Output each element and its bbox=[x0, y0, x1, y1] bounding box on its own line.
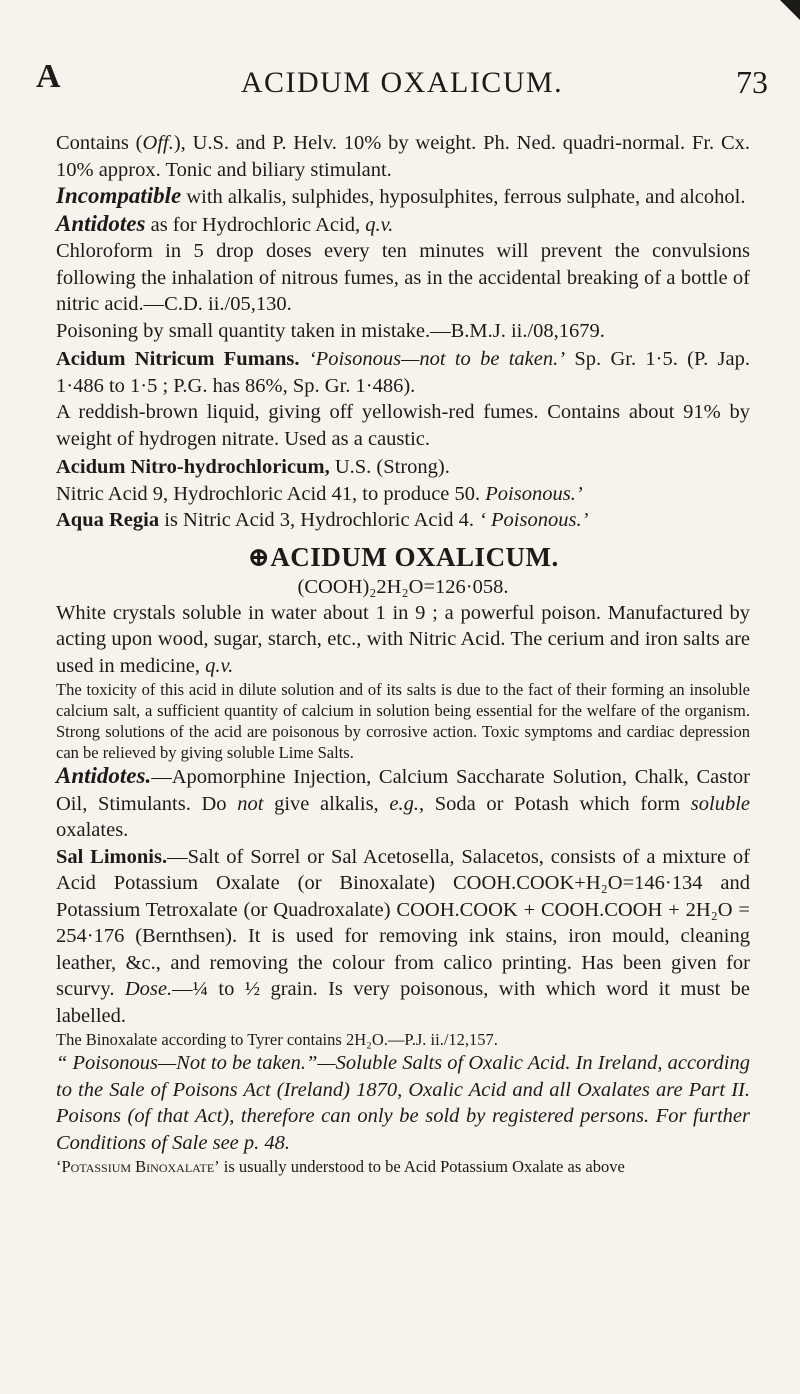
entry-name: Acidum Nitro-hydrochloricum, bbox=[56, 456, 330, 478]
toxicity-note: The toxicity of this acid in dilute solution and of its salts is due to the fact of their forming an insoluble calcium salt, a sufficient quantity of calcium in solution being essential for the welfare of the organism. Strong solutions of the acid are poisonous by corrosive action. Toxic symptoms and cardiac depression can be relieved by giving soluble Lime Salts. bbox=[56, 680, 750, 762]
text-run: Contains ( bbox=[56, 132, 143, 154]
sal-limonis-entry bbox=[56, 844, 750, 1030]
chloroform-paragraph: Chloroform in 5 drop doses every ten minutes will prevent the convulsions following the inhalation of nitrous fumes, as in the accidental breaking of a bottle of nitric acid.—C.D. ii./05,130. bbox=[56, 240, 750, 315]
warning-text: ‘ Poisonous.’ bbox=[479, 509, 589, 531]
text-run: as for Hydrochloric Acid, bbox=[145, 213, 366, 236]
text-run: White crystals soluble in water about 1 in 9 ; a powerful poison. Manufactured by acting upon wood, sugar, starch, etc., with Nitric Acid. The cerium and iron salts are used in medicine, bbox=[56, 601, 750, 677]
text-run: ‘Potassium Binoxalate’ bbox=[56, 1157, 220, 1176]
text-run: not bbox=[237, 792, 264, 815]
warning-text: Poisonous.’ bbox=[485, 482, 583, 505]
poisonous-quote-paragraph: “ Poisonous—Not to be taken.”—Soluble Salts of Oxalic Acid. In Ireland, according to the Sale of Poisons Act (Ireland) 1870, Oxalic Acid and all Oxalates are Part II. Poisons (of that Act), therefore can only be sold by registered persons. For further Conditions of Sale see p. 48. bbox=[56, 1052, 750, 1154]
text-run: —¼ to ½ grain. Is very poisonous, with which word it must be labelled. bbox=[56, 978, 751, 1027]
binoxalate-note: The Binoxalate according to Tyrer contains 2H₂O.—P.J. ii./12,157. bbox=[56, 1030, 498, 1049]
text-run: q.v. bbox=[205, 654, 234, 677]
section-heading-text: ACIDUM OXALICUM. bbox=[270, 541, 559, 572]
entry-name: Acidum Nitricum Fumans. bbox=[56, 348, 300, 370]
antidotes-paragraph bbox=[56, 211, 750, 239]
dose-label: Dose. bbox=[124, 978, 173, 1000]
nitrohydro-entry bbox=[56, 454, 750, 507]
incompatible-paragraph bbox=[56, 183, 750, 211]
potassium-binoxalate-note bbox=[56, 1156, 750, 1177]
entry-name: Aqua Regia bbox=[56, 509, 160, 531]
text-run: —Salt of Sorrel or Sal Acetosella, Salacetos, consists of a mixture of Acid Potassium Oxalate (or Binoxalate) COOH.COOK+H₂O=146·134 and Potassium Tetroxalate (or Quadroxalate) COOH.COOK + COOH.COOH + 2H₂O = 254·176 (Bernthsen). It is used for removing ink stains, iron mould, cleaning leather, &c., and removing the colour from calico printing. Has been given for scurvy. bbox=[56, 845, 750, 1000]
incompatible-keyword: Incompatible bbox=[56, 183, 182, 208]
text-run: with alkalis, sulphides, hyposulphites, ferrous sulphate, and alcohol. bbox=[181, 186, 746, 208]
poisoning-paragraph: Poisoning by small quantity taken in mistake.—B.M.J. ii./08,1679. bbox=[56, 319, 605, 342]
warning-text: ‘Poisonous—not to be taken.’ bbox=[308, 348, 566, 370]
text-run: Sp. Gr. 1·5. (P. Jap. 1·486 to 1·5 ; P.G. has 86%, Sp. Gr. 1·486). bbox=[56, 348, 750, 397]
text-run: soluble bbox=[690, 792, 750, 815]
section-heading bbox=[56, 540, 750, 574]
text-run: e.g. bbox=[389, 792, 419, 815]
entry-name: Sal Limonis. bbox=[56, 845, 168, 868]
text-run: Nitric Acid 9, Hydrochloric Acid 41, to produce 50. bbox=[56, 482, 486, 505]
chemical-formula: (COOH)₂2H₂O=126·058. bbox=[297, 575, 509, 598]
page-corner-mark bbox=[780, 0, 800, 20]
aqua-regia-entry bbox=[56, 507, 750, 534]
text-run: , Soda or Potash which form bbox=[418, 792, 691, 815]
text-run: —Apomorphine Injection, Calcium Saccharate Solution, Chalk, Castor Oil, Stimulants. Do bbox=[56, 766, 750, 815]
antidotes-keyword: Antidotes bbox=[56, 210, 146, 236]
running-title: ACIDUM OXALICUM. bbox=[240, 66, 564, 99]
text-run: q.v. bbox=[365, 213, 394, 236]
contains-paragraph bbox=[56, 130, 750, 183]
text-run: ), U.S. and P. Helv. 10% by weight. Ph. Ned. quadri-normal. Fr. Cx. 10% approx. Tonic and biliary stimulant. bbox=[56, 132, 750, 181]
page-number: 73 bbox=[736, 64, 768, 100]
text-run: Off. bbox=[142, 132, 174, 154]
antidotes-oxalic-paragraph bbox=[56, 763, 750, 844]
poison-mark-icon: ⊕ bbox=[247, 541, 271, 572]
section-letter: A bbox=[36, 58, 61, 95]
text-run: oxalates. bbox=[56, 819, 129, 841]
page-header bbox=[36, 58, 768, 102]
nitricum-description: A reddish-brown liquid, giving off yellowish-red fumes. Contains about 91% by weight of hydrogen nitrate. Used as a caustic. bbox=[56, 401, 750, 450]
antidotes-keyword: Antidotes. bbox=[56, 763, 152, 788]
page-body bbox=[56, 130, 750, 1177]
text-run: is usually understood to be Acid Potassium Oxalate as above bbox=[219, 1157, 625, 1176]
description-paragraph bbox=[56, 600, 750, 680]
text-run: is Nitric Acid 3, Hydrochloric Acid 4. bbox=[159, 509, 480, 531]
text-run: give alkalis, bbox=[263, 792, 390, 815]
nitricum-entry bbox=[56, 346, 750, 399]
text-run: U.S. (Strong). bbox=[329, 456, 450, 478]
